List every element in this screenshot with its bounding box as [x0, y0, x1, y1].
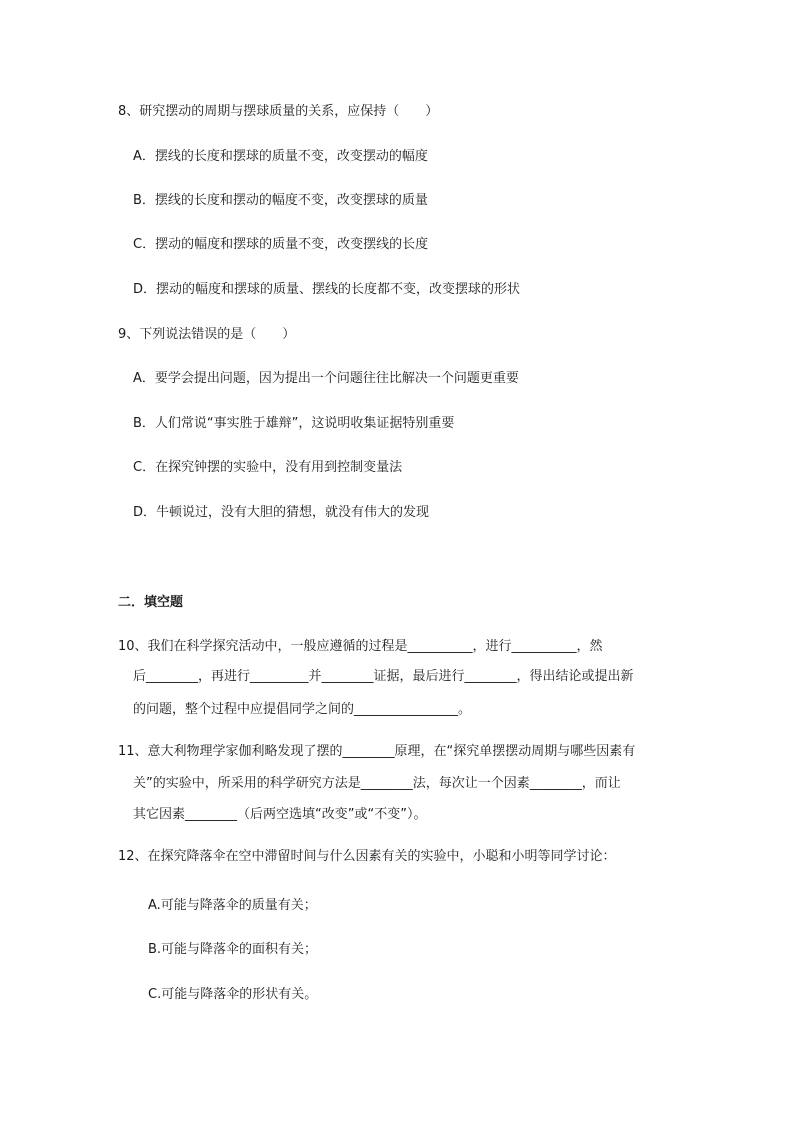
question-9-option-b: B．人们常说“事实胜于雄辩”，这说明收集证据特别重要: [133, 416, 455, 431]
question-8-option-a: A．摆线的长度和摆球的质量不变，改变摆动的幅度: [133, 149, 428, 164]
question-12-stem: 12、在探究降落伞在空中滞留时间与什么因素有关的实验中，小聪和小明等同学讨论：: [118, 849, 616, 864]
question-8-option-b: B．摆线的长度和摆动的幅度不变，改变摆球的质量: [133, 193, 428, 208]
question-10-line-1: 10、我们在科学探究活动中，一般应遵循的过程是__________，进行__________，然: [118, 639, 603, 654]
question-12-item-c: C.可能与降落伞的形状有关。: [148, 987, 318, 1002]
question-9-stem: 9、下列说法错误的是（ ）: [118, 327, 296, 342]
question-11-line-2: 关”的实验中，所采用的科学研究方法是________法，每次让一个因素________，而让: [133, 776, 621, 791]
question-8-option-c: C．摆动的幅度和摆球的质量不变，改变摆线的长度: [133, 237, 429, 252]
question-9-option-a: A．要学会提出问题，因为提出一个问题往往比解决一个问题更重要: [133, 371, 519, 386]
question-9-option-d: D．牛顿说过，没有大胆的猜想，就没有伟大的发现: [133, 505, 430, 520]
section-title-fill-in: 二．填空题: [118, 595, 184, 610]
question-10-line-3: 的问题，整个过程中应提倡同学之间的________________。: [133, 702, 472, 717]
question-12-item-b: B.可能与降落伞的面积有关；: [148, 942, 318, 957]
question-11-line-3: 其它因素________（后两空选填“改变”或“不变”）。: [133, 807, 427, 822]
question-8-option-d: D．摆动的幅度和摆球的质量、摆线的长度都不变，改变摆球的形状: [133, 282, 521, 297]
question-10-line-2: 后________，再进行_________并________证据，最后进行________，得出结论或提出新: [133, 669, 634, 684]
question-9-option-c: C．在探究钟摆的实验中，没有用到控制变量法: [133, 460, 403, 475]
question-11-line-1: 11、意大利物理学家伽利略发现了摆的________原理，在“探究单摆摆动周期与哪些因素有: [118, 744, 636, 759]
question-12-item-a: A.可能与降落伞的质量有关；: [148, 898, 317, 913]
question-8-stem: 8、研究摆动的周期与摆球质量的关系，应保持（ ）: [118, 104, 439, 119]
